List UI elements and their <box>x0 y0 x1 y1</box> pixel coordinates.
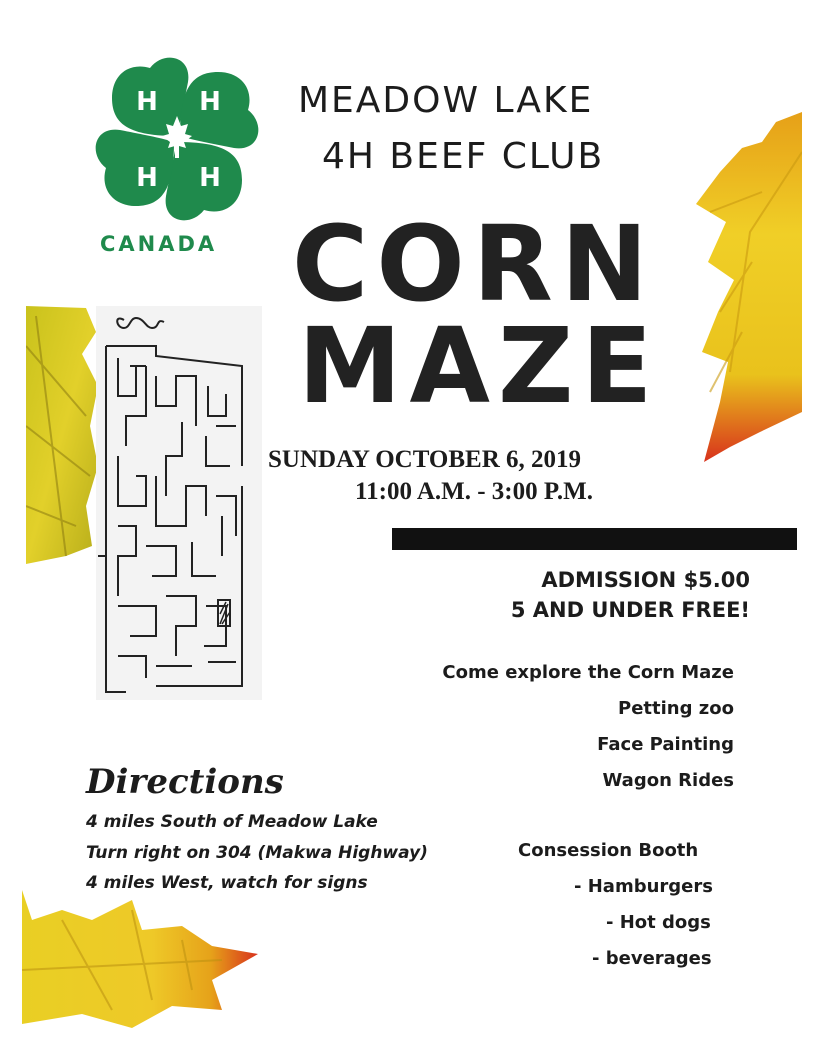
event-title-line2: MAZE <box>298 305 661 427</box>
leaf-letter-h: H <box>136 87 158 117</box>
concession-item: - Hamburgers <box>574 876 713 897</box>
logo-caption: CANADA <box>100 232 218 256</box>
event-title-line1: CORN <box>292 203 656 325</box>
club-name-line2: 4H BEEF CLUB <box>322 136 605 177</box>
club-name-line1: MEADOW LAKE <box>298 80 594 121</box>
concession-item: - beverages <box>592 948 712 969</box>
directions-heading: Directions <box>86 762 284 802</box>
admission-free-note: 5 AND UNDER FREE! <box>510 598 750 622</box>
leaf-letter-h: H <box>199 163 221 193</box>
activity-item: Face Painting <box>597 734 734 755</box>
divider-bar <box>392 528 797 550</box>
activity-item: Petting zoo <box>618 698 734 719</box>
maple-leaf-right-image <box>690 112 802 472</box>
event-time: 11:00 A.M. - 3:00 P.M. <box>355 478 593 505</box>
4h-clover-logo <box>92 54 262 224</box>
admission-price: ADMISSION $5.00 <box>541 568 750 592</box>
activity-item: Come explore the Corn Maze <box>442 662 734 683</box>
maze-illustration <box>96 306 262 700</box>
maple-leaf-bottom-image <box>22 890 262 1030</box>
leaf-letter-h: H <box>136 163 158 193</box>
concession-item: - Hot dogs <box>606 912 711 933</box>
event-date: SUNDAY OCTOBER 6, 2019 <box>268 446 582 473</box>
directions-step: 4 miles South of Meadow Lake <box>86 812 378 832</box>
leaf-letter-h: H <box>199 87 221 117</box>
directions-step: 4 miles West, watch for signs <box>86 873 368 893</box>
activity-item: Wagon Rides <box>602 770 734 791</box>
concession-heading: Consession Booth <box>518 840 699 861</box>
directions-step: Turn right on 304 (Makwa Highway) <box>86 843 428 863</box>
maple-leaf-left-image <box>26 306 98 566</box>
